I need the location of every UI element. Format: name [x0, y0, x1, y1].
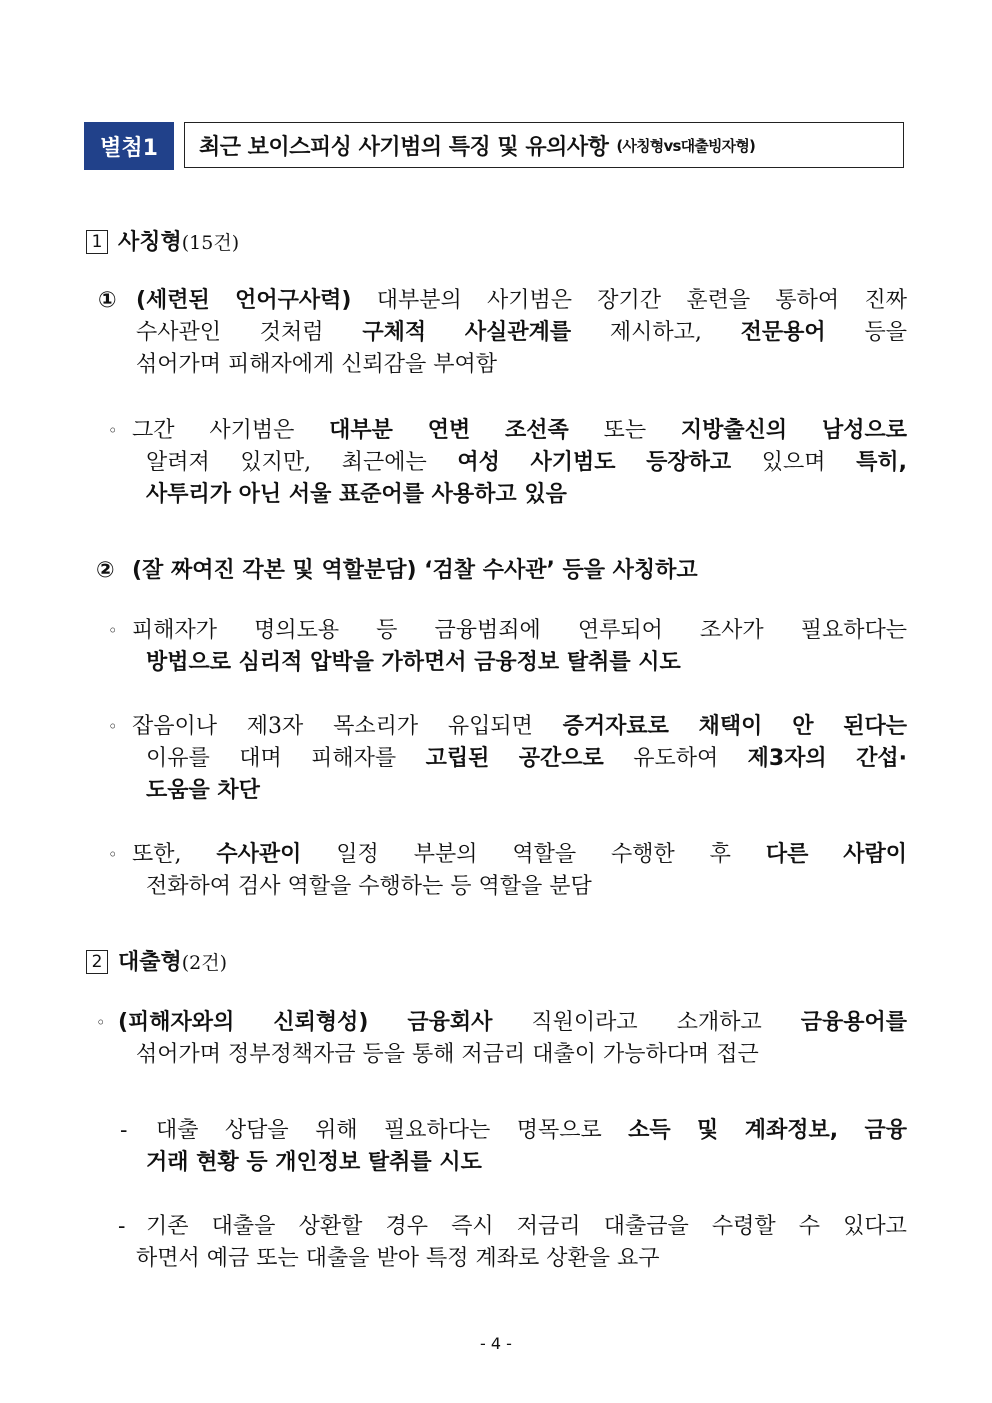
point-2-marker: ②	[96, 558, 115, 583]
word: 수령할	[711, 1214, 776, 1239]
point-1-line-1	[136, 286, 907, 316]
word: 공간으로	[518, 746, 604, 771]
word: 피해자를	[311, 746, 397, 771]
page-number: - 4 -	[480, 1334, 512, 1353]
word: 간섭·	[856, 746, 907, 771]
bullet-1-line-3: 사투리가 아닌 서울 표준어를 사용하고 있음	[146, 482, 567, 507]
bullet-1-line-2	[146, 448, 907, 478]
word: 상담을	[224, 1118, 289, 1143]
word: 계좌정보,	[744, 1118, 839, 1143]
word: 지방출신의	[680, 418, 788, 443]
word: 및	[697, 1118, 719, 1143]
section-2-heading	[86, 948, 227, 978]
word: 그간	[132, 418, 175, 443]
word: 상환할	[298, 1214, 363, 1239]
point-1-line-3: 섞어가며 피해자에게 신뢰감을 부여함	[136, 352, 498, 377]
word: 사실관계를	[464, 320, 572, 345]
word: 후	[709, 842, 731, 867]
s2-bullet-marker: ◦	[96, 1013, 106, 1032]
word: 다른	[765, 842, 809, 867]
word: 금융용어를	[800, 1010, 907, 1035]
point-1-line-2	[136, 318, 907, 348]
word: 등을	[864, 320, 907, 345]
word: 연변	[427, 418, 471, 443]
word: 최근에는	[341, 450, 427, 475]
word: 사기범도	[530, 450, 616, 475]
word: 제3자의	[747, 746, 827, 771]
word: 즉시	[451, 1214, 494, 1239]
word: 된다는	[843, 714, 907, 739]
word: 전문용어	[740, 320, 826, 345]
word: 있지만,	[240, 450, 312, 475]
word: 여성	[457, 450, 500, 475]
bullet-3-line-1	[132, 712, 907, 742]
section-2-count: (2건)	[181, 952, 228, 974]
word: 소득	[628, 1118, 671, 1143]
word: 대출금을	[603, 1214, 689, 1239]
bullet-3-line-3: 도움을 차단	[146, 778, 260, 803]
bullet-3-marker: ◦	[108, 717, 118, 736]
word: 이유를	[146, 746, 210, 771]
word: 통하여	[775, 288, 840, 313]
word: 명목으로	[516, 1118, 602, 1143]
word: 소개하고	[676, 1010, 762, 1035]
s2-bullet-line-1	[118, 1008, 907, 1038]
bullet-4-marker: ◦	[108, 845, 118, 864]
word: 있다고	[843, 1214, 907, 1239]
word: 사기범은	[209, 418, 295, 443]
word: 대부분	[329, 418, 393, 443]
word: 기존	[146, 1214, 189, 1239]
word: 조선족	[505, 418, 569, 443]
word: 채택이	[698, 714, 763, 739]
word: 조사가	[699, 618, 764, 643]
bullet-4-line-2: 전화하여 검사 역할을 수행하는 등 역할을 분담	[146, 874, 592, 899]
word: 진짜	[864, 288, 907, 313]
point-1-marker: ①	[98, 288, 117, 313]
word: 위해	[315, 1118, 358, 1143]
word: 대출을	[211, 1214, 276, 1239]
section-1-heading	[86, 228, 239, 258]
word: 장기간	[597, 288, 662, 313]
s2-dash-2-marker: -	[118, 1214, 126, 1239]
s2-dash-2-line-2: 하면서 예금 또는 대출을 받아 특정 계좌로 상환을 요구	[136, 1246, 660, 1271]
word: 제시하고,	[609, 320, 702, 345]
word: 경우	[385, 1214, 428, 1239]
word: 제3자	[246, 714, 304, 739]
word: 필요하다는	[800, 618, 907, 643]
word: 역할을	[512, 842, 577, 867]
word: 금융	[864, 1118, 907, 1143]
word: 대부분의	[376, 288, 462, 313]
word: 금융범죄에	[434, 618, 541, 643]
word: 고립된	[425, 746, 490, 771]
title-sub: (사칭형vs대출빙자형)	[616, 136, 756, 155]
word: 수사관인	[136, 320, 222, 345]
section-1-label: 사칭형	[118, 230, 182, 255]
word: 것처럼	[259, 320, 324, 345]
word: 명의도용	[254, 618, 340, 643]
word: 알려져	[146, 450, 210, 475]
bullet-3-line-2	[146, 744, 907, 774]
bullet-2-marker: ◦	[108, 621, 118, 640]
word: 남성으로	[821, 418, 907, 443]
word: 수행한	[611, 842, 675, 867]
word: 신뢰형성)	[273, 1010, 369, 1035]
word: 일정	[336, 842, 379, 867]
section-1-number: 1	[86, 230, 108, 254]
word: 유도하여	[633, 746, 719, 771]
word: 증거자료로	[562, 714, 669, 739]
section-1-count: (15건)	[181, 232, 240, 254]
word: 대출	[156, 1118, 199, 1143]
word: 금융회사	[407, 1010, 493, 1035]
word: 특히,	[856, 450, 907, 475]
s2-dash-1-line-1	[156, 1116, 907, 1146]
s2-bullet-line-2: 섞어가며 정부정책자금 등을 통해 저금리 대출이 가능하다며 접근	[136, 1042, 759, 1067]
word: 필요하다는	[384, 1118, 491, 1143]
word: 피해자가	[132, 618, 218, 643]
section-2-label: 대출형	[118, 950, 182, 975]
word: 수사관이	[216, 842, 302, 867]
word: (피해자와의	[118, 1010, 235, 1035]
title-row	[84, 122, 904, 170]
s2-dash-2-line-1	[146, 1212, 907, 1242]
word: 유입되면	[447, 714, 533, 739]
word: 저금리	[516, 1214, 581, 1239]
word: 언어구사력)	[235, 288, 352, 313]
word: 또는	[603, 418, 647, 443]
word: 등장하고	[646, 450, 732, 475]
page-title	[184, 122, 904, 168]
bullet-1-line-1	[132, 416, 907, 446]
title-main: 최근 보이스피싱 사기범의 특징 및 유의사항	[199, 134, 609, 160]
bullet-4-line-1	[132, 840, 907, 870]
word: 안	[792, 714, 814, 739]
word: 부분의	[413, 842, 478, 867]
bullet-2-line-1	[132, 616, 907, 646]
attachment-badge: 별첨1	[84, 122, 174, 170]
word: 등	[376, 618, 398, 643]
word: 구체적	[362, 320, 427, 345]
bullet-1-marker: ◦	[108, 421, 118, 440]
word: 대며	[239, 746, 282, 771]
word: 또한,	[132, 842, 182, 867]
point-2-text: (잘 짜여진 각본 및 역할분담) ‘검찰 수사관’ 등을 사칭하고	[132, 558, 698, 583]
bullet-2-line-2: 방법으로 심리적 압박을 가하면서 금융정보 탈취를 시도	[146, 650, 681, 675]
word: 잡음이나	[132, 714, 218, 739]
word: 목소리가	[333, 714, 419, 739]
word: 사기범은	[487, 288, 573, 313]
word: 훈련을	[686, 288, 751, 313]
word: 연루되어	[577, 618, 663, 643]
section-2-number: 2	[86, 950, 108, 974]
word: (세련된	[136, 288, 210, 313]
word: 직원이라고	[531, 1010, 638, 1035]
word: 수	[798, 1214, 821, 1239]
s2-dash-1-marker: -	[120, 1118, 128, 1143]
s2-dash-1-line-2: 거래 현황 등 개인정보 탈취를 시도	[146, 1150, 482, 1175]
word: 사람이	[843, 842, 907, 867]
word: 있으며	[761, 450, 826, 475]
